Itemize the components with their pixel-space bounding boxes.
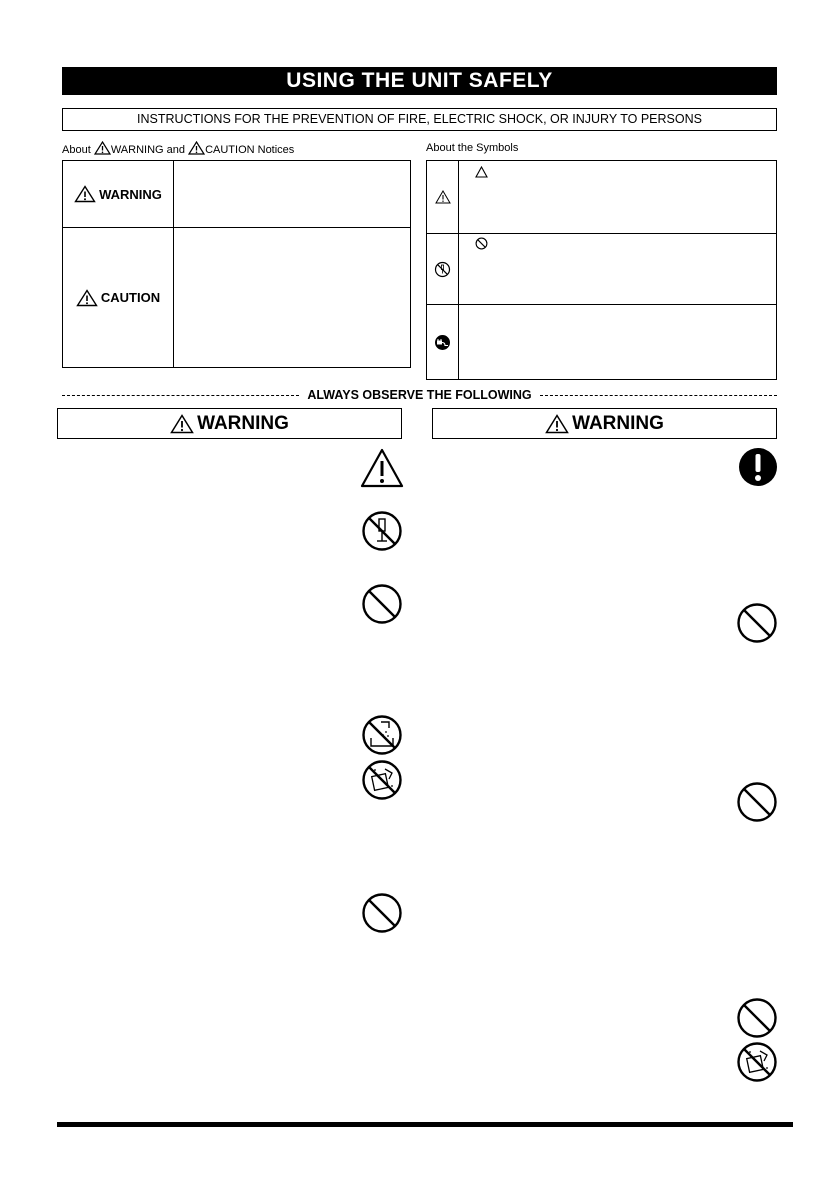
notices-heading-caution: CAUTION <box>205 144 255 156</box>
notices-heading <box>62 141 294 157</box>
symbol-cell <box>427 305 459 379</box>
notices-heading-warning: WARNING <box>110 144 164 156</box>
symbol-row-prohibited <box>427 234 776 305</box>
caution-notice-label: CAUTION <box>63 228 174 367</box>
symbols-heading: About the Symbols <box>426 142 519 154</box>
prohibited-icon <box>736 602 778 644</box>
right-warning-header: WARNING <box>432 408 777 439</box>
prohibited-icon <box>736 997 778 1039</box>
triangle-symbol-icon <box>475 166 488 178</box>
unplug-icon <box>434 334 451 351</box>
notices-heading-and: and <box>166 144 185 156</box>
no-liquid-icon <box>736 1041 778 1083</box>
observe-label: ALWAYS OBSERVE THE FOLLOWING <box>62 388 777 402</box>
page-title: USING THE UNIT SAFELY <box>62 67 777 95</box>
caution-triangle-icon <box>188 141 205 155</box>
warning-triangle-icon <box>545 414 569 434</box>
do-not-disassemble-icon <box>434 261 451 278</box>
observe-divider <box>62 388 777 402</box>
warning-triangle-icon <box>170 414 194 434</box>
no-water-icon <box>361 714 403 756</box>
notices-table <box>62 160 411 368</box>
symbol-cell <box>427 161 459 233</box>
mandatory-icon <box>738 447 778 487</box>
left-warning-header: WARNING <box>57 408 402 439</box>
warning-triangle-icon <box>94 141 111 155</box>
page-bottom-rule <box>57 1122 793 1127</box>
symbols-table <box>426 160 777 380</box>
warning-triangle-icon <box>435 190 451 204</box>
warning-triangle-icon <box>74 185 96 203</box>
prohibited-icon <box>361 892 403 934</box>
do-not-disassemble-icon <box>361 510 403 552</box>
prohibited-symbol-icon <box>475 237 488 250</box>
warning-notice-row <box>63 161 410 228</box>
warning-notice-label: WARNING <box>63 161 174 227</box>
no-liquid-icon <box>361 759 403 801</box>
notices-heading-notices: Notices <box>257 144 295 156</box>
page-subtitle: INSTRUCTIONS FOR THE PREVENTION OF FIRE, ELECTRIC SHOCK, OR INJURY TO PERSONS <box>62 108 777 131</box>
prohibited-icon <box>361 583 403 625</box>
caution-notice-row <box>63 228 410 367</box>
symbol-cell <box>427 234 459 304</box>
symbol-row-triangle <box>427 161 776 234</box>
notices-heading-about: About <box>62 144 91 156</box>
prohibited-icon <box>736 781 778 823</box>
warning-triangle-icon <box>360 448 404 488</box>
symbol-row-mandatory <box>427 305 776 379</box>
caution-triangle-icon <box>76 289 98 307</box>
